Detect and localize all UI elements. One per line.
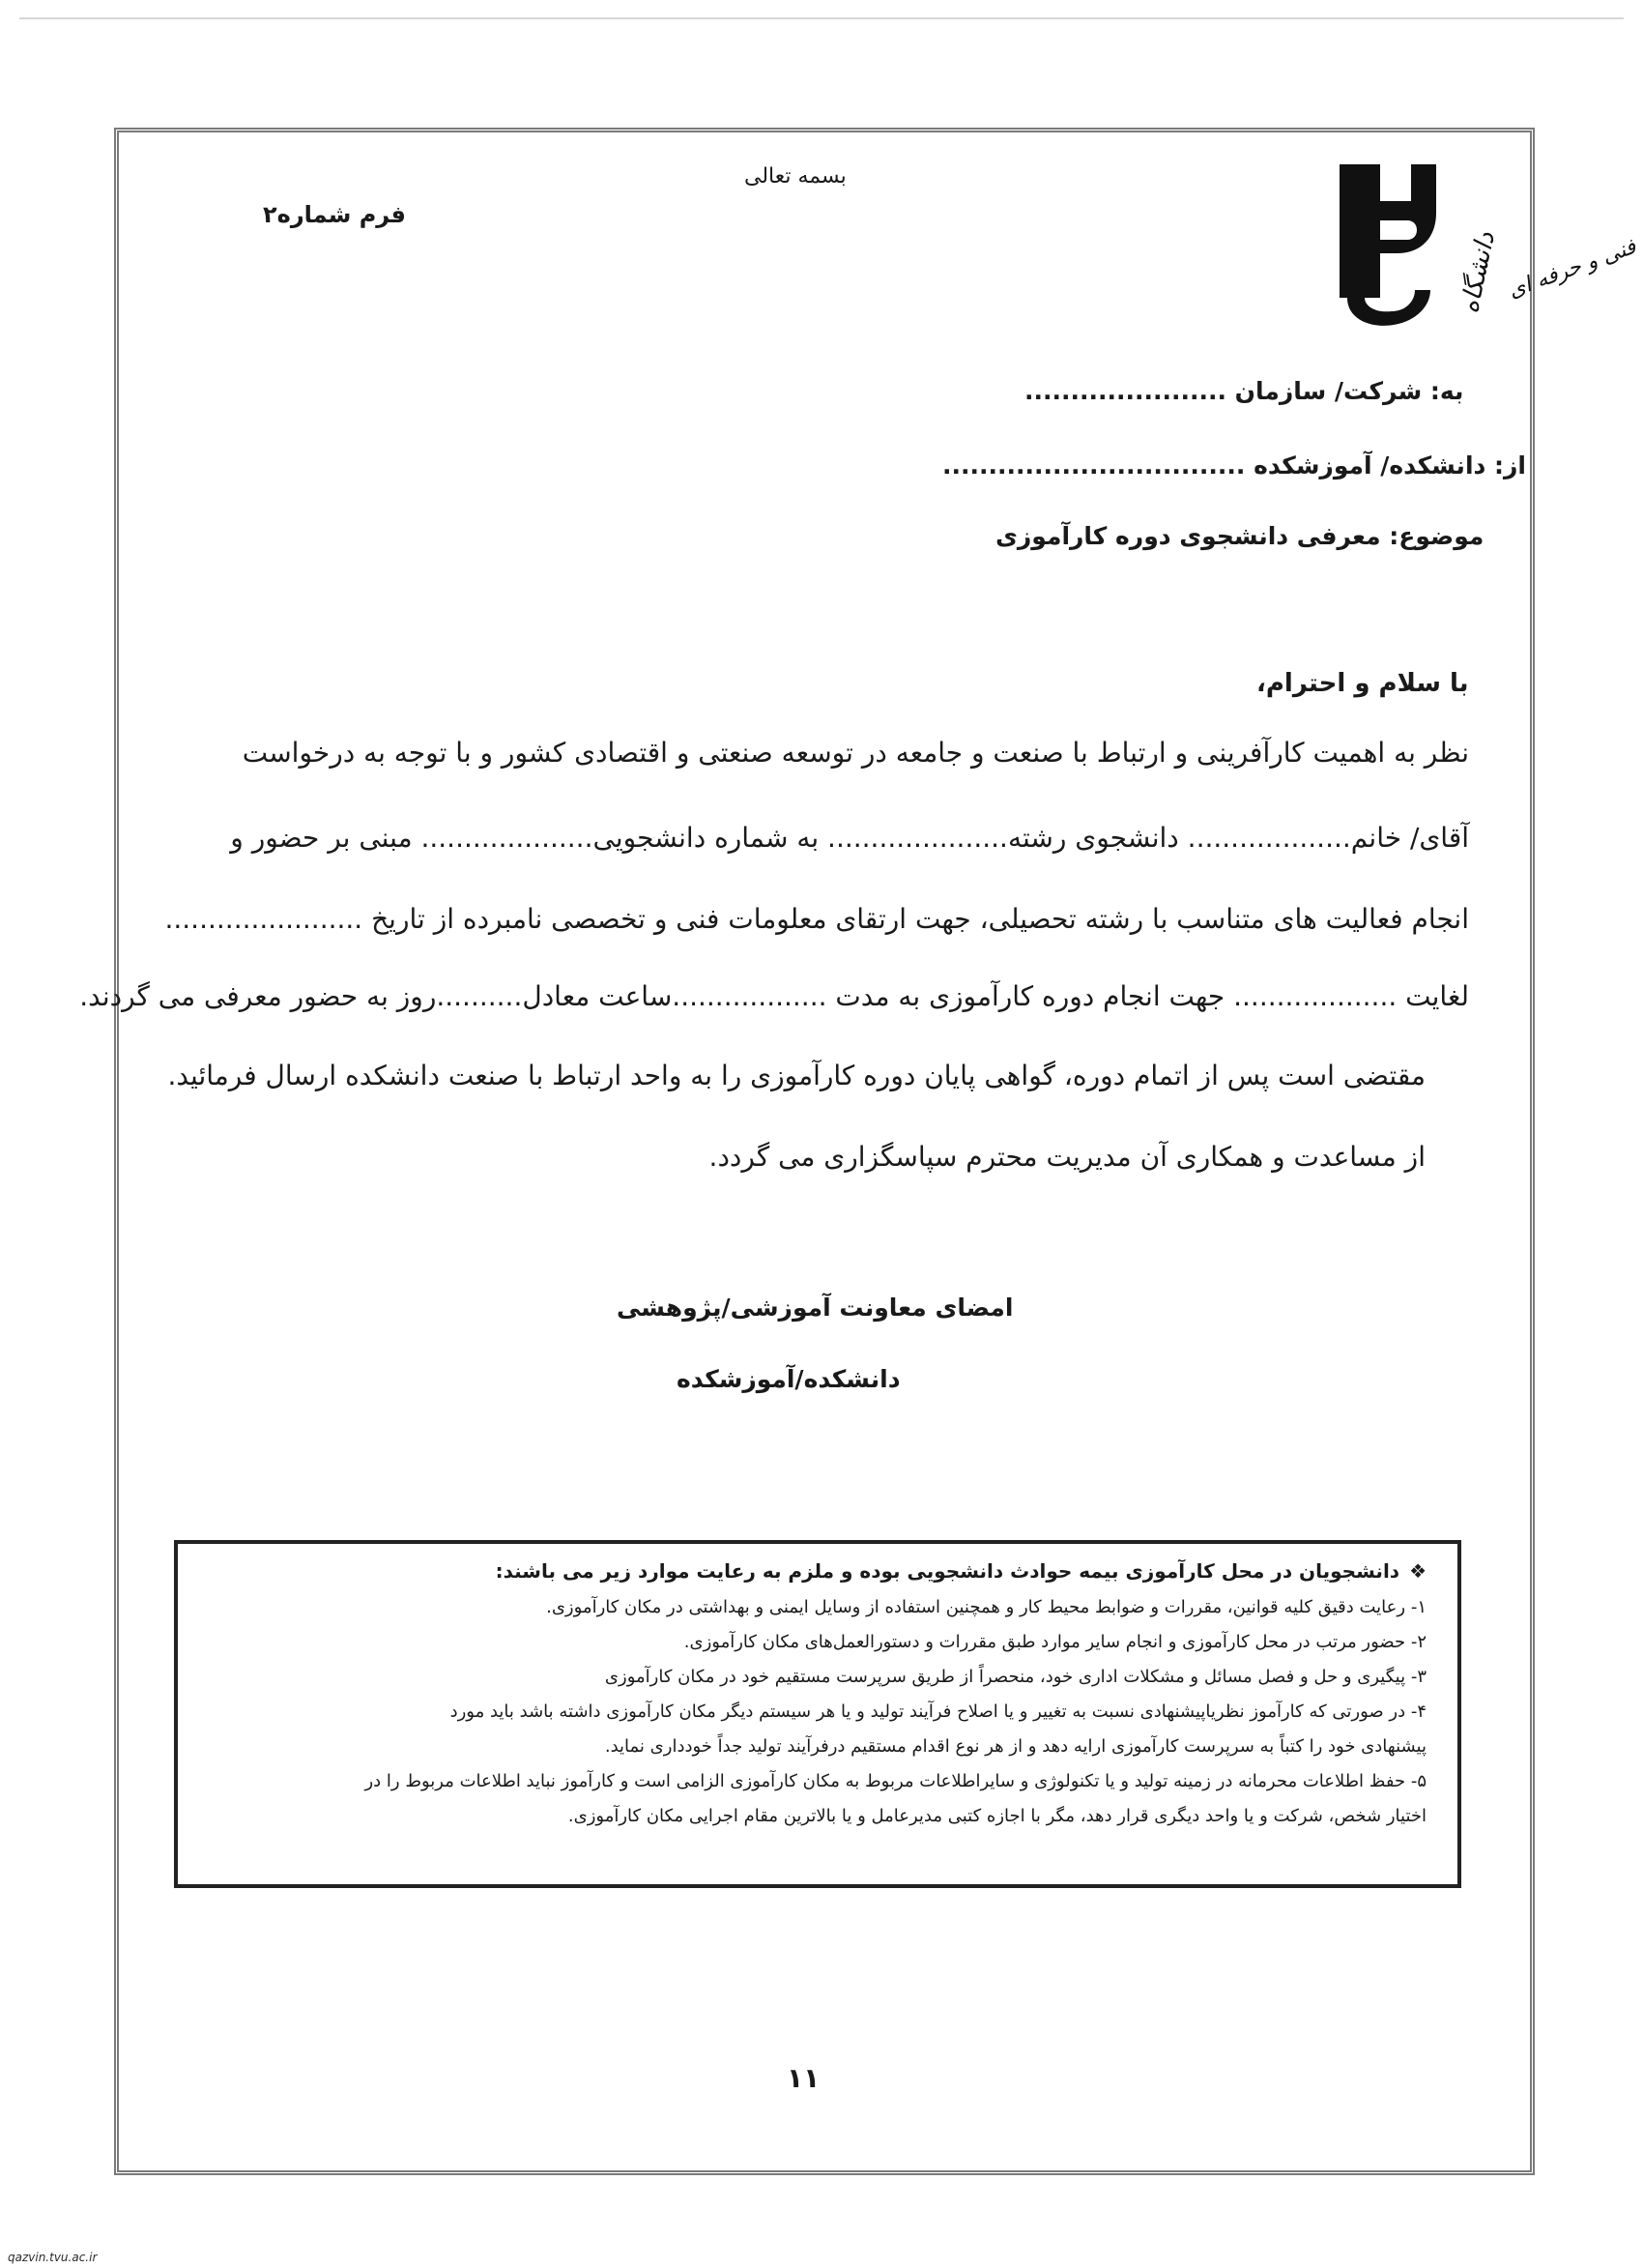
recipient-line: به: شرکت/ سازمان ......................: [1024, 377, 1464, 405]
note-item: ۱- رعایت دقیق کلیه قوانین، مقررات و ضوابط محیط کار و همچنین استفاده از وسایل ایمنی و بهداشتی در مکان کارآموزی.: [546, 1597, 1427, 1617]
body-line: نظر به اهمیت کارآفرینی و ارتباط با صنعت و جامعه در توسعه صنعتی و اقتصادی کشور و با توجه به درخواست: [242, 737, 1469, 769]
note-item: اختیار شخص، شرکت و یا واحد دیگری قرار دهد، مگر با اجازه کتبی مدیرعامل و یا بالاترین مقام اجرایی مکان کارآموزی.: [567, 1806, 1427, 1826]
logo-text-1: دانشگاه: [1455, 229, 1501, 316]
greeting: با سلام و احترام،: [1256, 669, 1469, 698]
diamond-bullet-icon: ❖: [1409, 1559, 1427, 1583]
signature-title: امضای معاونت آموزشی/پژوهشی: [617, 1294, 1014, 1322]
footer-url[interactable]: qazvin.tvu.ac.ir: [8, 2251, 98, 2264]
bismillah: بسمه تعالی: [744, 164, 847, 189]
subject-line: موضوع: معرفی دانشجوی دوره کارآموزی: [995, 522, 1484, 550]
note-item: ۵- حفظ اطلاعات محرمانه در زمینه تولید و یا تکنولوژی و سایراطلاعات مربوط به مکان کارآموزی الزامی است و کارآموز نباید اطلاعات مربوط را در: [364, 1771, 1427, 1791]
form-number: فرم شماره۲: [263, 201, 406, 228]
notes-title-text: دانشجویان در محل کارآموزی بیمه حوادث دانشجویی بوده و ملزم به رعایت موارد زیر می باشند:: [495, 1559, 1400, 1583]
body-line: مقتضی است پس از اتمام دوره، گواهی پایان دوره کارآموزی را به واحد ارتباط با صنعت دانشکده ارسال فرمائید.: [167, 1060, 1426, 1091]
body-line: لغایت ................... جهت انجام دوره کارآموزی به مدت ..................ساعت معادل..........روز به حضور معرفی می گردند.: [79, 980, 1469, 1012]
signature-faculty: دانشکده/آموزشکده: [677, 1365, 901, 1393]
sender-line: از: دانشکده/ آموزشکده .................................: [942, 451, 1527, 480]
university-logo: [1322, 153, 1640, 336]
body-line: انجام فعالیت های متناسب با رشته تحصیلی، جهت ارتقای معلومات فنی و تخصصی نامبرده از تاریخ .......................: [164, 903, 1469, 935]
note-item: ۲- حضور مرتب در محل کارآموزی و انجام سایر موارد طبق مقررات و دستورالعمل‌های مکان کارآموزی.: [683, 1632, 1427, 1652]
note-item: پیشنهادی خود را کتباً به سرپرست کارآموزی ارایه دهد و از هر نوع اقدام مستقیم درفرآیند تولید جداً خودداری نماید.: [604, 1736, 1427, 1757]
logo-text-2: فنی و حرفه ای: [1505, 234, 1640, 304]
page-number: ۱۱: [787, 2062, 821, 2094]
notes-box: [174, 1540, 1461, 1888]
note-item: ۳- پیگیری و حل و فصل مسائل و مشکلات اداری خود، منحصراً از طریق سرپرست مستقیم خود در مکان کارآموزی: [604, 1667, 1427, 1687]
note-item: ۴- در صورتی که کارآموز نظریاپیشنهادی نسبت به تغییر و یا اصلاح فرآیند تولید و یا هر سیستم دیگر مکان کارآموزی داشته باشد باید مورد: [449, 1701, 1427, 1722]
body-line: آقای/ خانم................... دانشجوی رشته..................... به شماره دانشجویی.................... مبنی بر حضور و: [230, 822, 1469, 854]
notes-title: [199, 1559, 1427, 1583]
body-line: از مساعدت و همکاری آن مدیریت محترم سپاسگزاری می گردد.: [708, 1141, 1426, 1173]
